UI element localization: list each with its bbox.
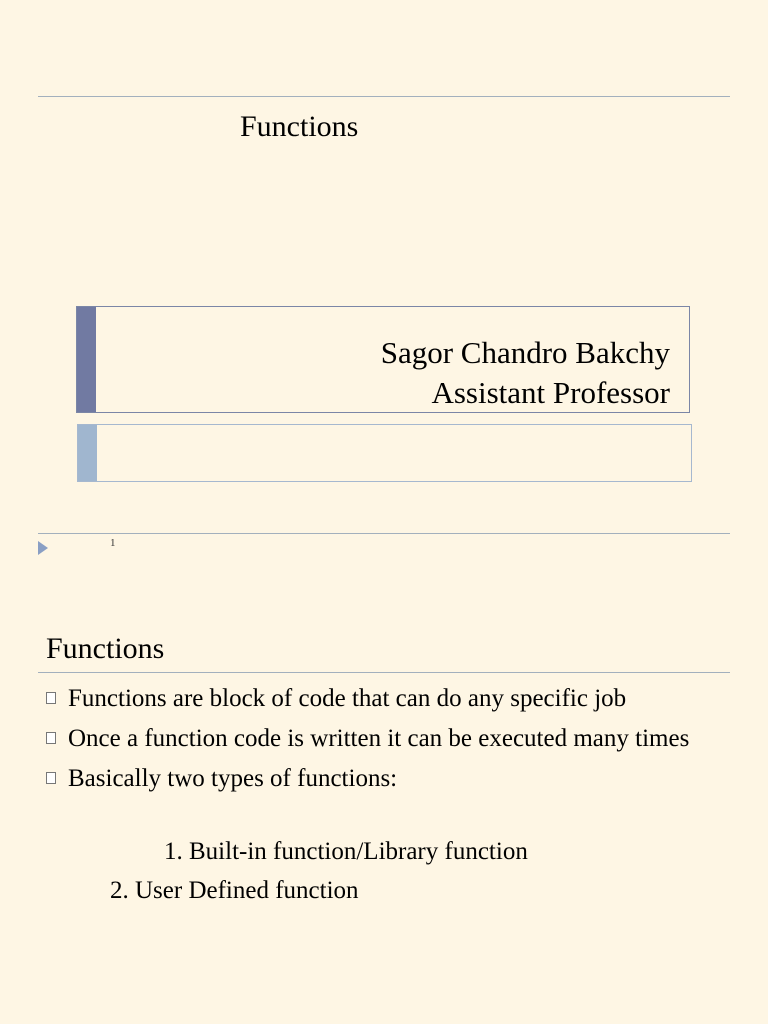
bullet-text: Once a function code is written it can be executed many times	[68, 725, 690, 752]
author-accent-bar	[77, 307, 96, 412]
list-item	[46, 723, 706, 755]
triangle-right-icon	[38, 541, 48, 555]
slide1-bottom-rule	[38, 533, 730, 534]
subtitle-box	[77, 424, 692, 482]
slide1-title: Functions	[240, 110, 359, 143]
page-number: 1	[110, 537, 116, 549]
function-type-user-defined: 2. User Defined function	[110, 877, 359, 904]
bullet-text: Basically two types of functions:	[68, 765, 398, 792]
square-bullet-icon	[46, 772, 56, 784]
square-bullet-icon	[46, 732, 56, 744]
author-box	[76, 306, 690, 413]
slide2-title-rule	[38, 672, 730, 673]
author-name: Sagor Chandro Bakchy	[380, 335, 670, 370]
bullet-text: Functions are block of code that can do any specific job	[68, 685, 627, 712]
square-bullet-icon	[46, 692, 56, 704]
subtitle-accent-bar	[78, 425, 97, 481]
slide1-top-rule	[38, 96, 730, 97]
list-item	[46, 683, 706, 715]
author-role: Assistant Professor	[431, 375, 670, 410]
author-lines	[381, 333, 670, 413]
bullet-list	[46, 683, 706, 803]
slide2-title: Functions	[46, 632, 165, 665]
function-type-builtin: 1. Built-in function/Library function	[164, 838, 528, 865]
list-item	[46, 763, 706, 795]
